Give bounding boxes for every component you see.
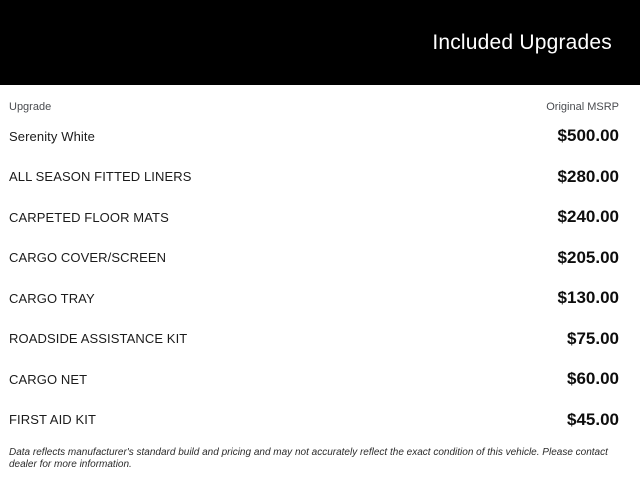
upgrade-name: CARGO NET [9, 371, 88, 387]
upgrade-price: $75.00 [567, 328, 619, 348]
upgrade-name: FIRST AID KIT [9, 412, 97, 428]
included-upgrades-header [0, 0, 640, 85]
upgrade-name: CARGO TRAY [9, 290, 95, 306]
upgrade-price: $205.00 [557, 247, 619, 267]
table-column-header-row [9, 85, 619, 116]
upgrade-price: $60.00 [567, 369, 619, 389]
table-row [9, 359, 619, 400]
upgrade-name: ROADSIDE ASSISTANCE KIT [9, 331, 188, 347]
table-row [9, 157, 619, 198]
upgrade-price: $240.00 [557, 207, 619, 227]
upgrade-price: $130.00 [557, 288, 619, 308]
upgrade-name: CARGO COVER/SCREEN [9, 250, 167, 266]
disclaimer-text: Data reflects manufacturer's standard build and pricing and may not accurately reflect the exact condition of this vehicle. Please contact dealer for more information. [9, 447, 608, 470]
column-header-original-msrp: Original MSRP [546, 101, 619, 113]
column-header-upgrade: Upgrade [9, 101, 52, 113]
upgrade-price: $280.00 [557, 166, 619, 186]
table-row [9, 400, 619, 441]
upgrade-price: $45.00 [567, 409, 619, 429]
table-row [9, 238, 619, 279]
upgrade-name: Serenity White [9, 128, 95, 144]
table-row [9, 278, 619, 319]
table-row [9, 319, 619, 360]
table-row [9, 116, 619, 157]
upgrade-price: $500.00 [557, 126, 619, 146]
table-row [9, 197, 619, 238]
page-title: Included Upgrades [432, 30, 612, 54]
upgrade-name: CARPETED FLOOR MATS [9, 209, 169, 225]
upgrades-table [0, 85, 640, 471]
upgrade-name: ALL SEASON FITTED LINERS [9, 169, 192, 185]
